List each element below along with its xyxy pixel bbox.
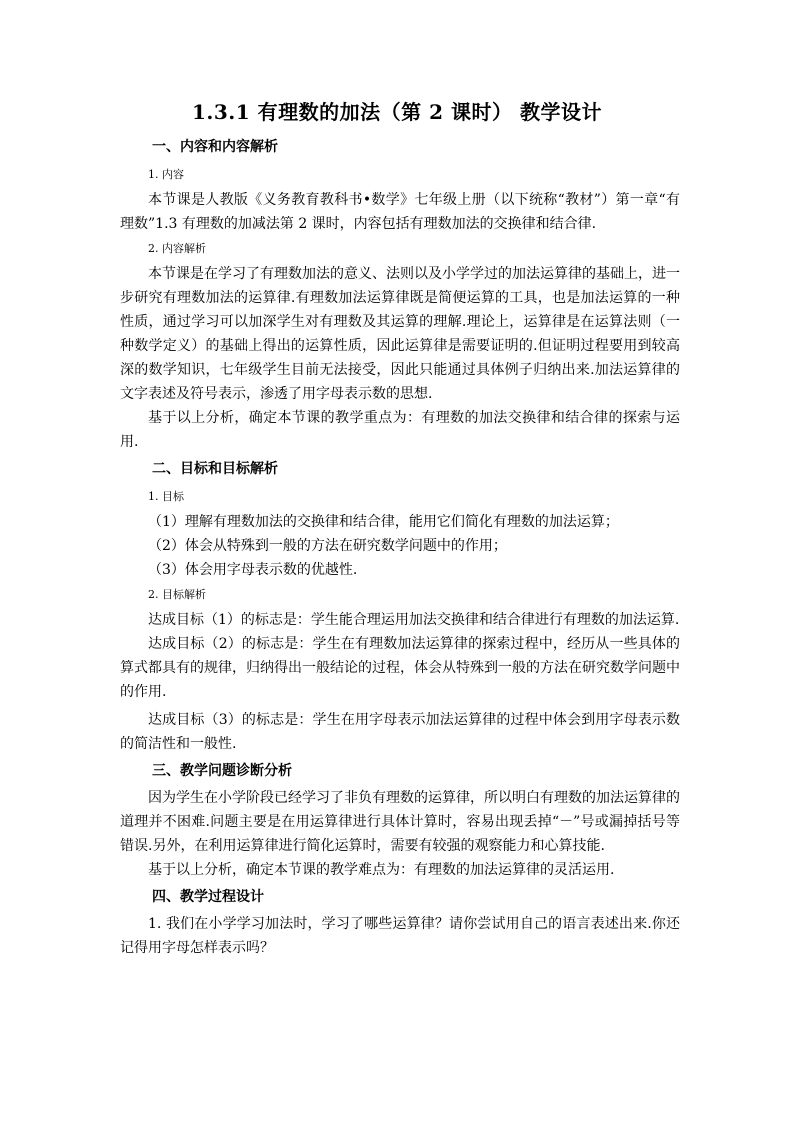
- section-heading-content: 一、内容和内容解析: [152, 139, 278, 155]
- paragraph-teaching-difficulty: 基于以上分析，确定本节课的教学难点为：有理数的加法运算律的灵活运用.: [148, 862, 615, 878]
- goal-item-1: （1）理解有理数加法的交换律和结合律，能用它们简化有理数的加法运算；: [148, 514, 619, 530]
- paragraph-content: 本节课是人教版《义务教育教科书•数学》七年级上册（以下统称“教材”）第一章“有理数”1.3 有理数的加减法第 2 课时，内容包括有理数加法的交换律和结合律.: [120, 192, 680, 232]
- subheading-content: 1. 内容: [148, 168, 184, 181]
- paragraph-diagnosis: 因为学生在小学阶段已经学习了非负有理数的运算律，所以明白有理数的加法运算律的道理并不困难.问题主要是在用运算律进行具体计算时，容易出现丢掉“－”号或漏掉括号等错误.另外，在利用运算律进行简化运算时，需要有较强的观察能力和心算技能.: [120, 790, 680, 854]
- goal-item-2: （2）体会从特殊到一般的方法在研究数学问题中的作用；: [148, 538, 507, 554]
- document-title: 1.3.1 有理数的加法（第 2 课时） 教学设计: [192, 100, 602, 124]
- paragraph-content-analysis: 本节课是在学习了有理数加法的意义、法则以及小学学过的加法运算律的基础上，进一步研究有理数加法的运算律.有理数加法运算律既是简便运算的工具，也是加法运算的一种性质，通过学习可以加深学生对有理数及其运算的理解.理论上，运算律是在运算法则（一种数学定义）的基础上得出的运算性质，因此运算律是需要证明的.但证明过程要用到较高深的数学知识，七年级学生目前无法接受，因此只能通过具体例子归纳出来.加法运算律的文字表述及符号表示，渗透了用字母表示数的思想.: [120, 266, 680, 402]
- goal-analysis-2: 达成目标（2）的标志是：学生在有理数加法运算律的探索过程中，经历从一些具体的算式都具有的规律，归纳得出一般结论的过程，体会从特殊到一般的方法在研究数学问题中的作用.: [120, 636, 680, 700]
- section-heading-diagnosis: 三、教学问题诊断分析: [152, 763, 292, 779]
- goal-analysis-1: 达成目标（1）的标志是：学生能合理运用加法交换律和结合律进行有理数的加法运算.: [148, 612, 680, 628]
- paragraph-process-1: 1. 我们在小学学习加法时，学习了哪些运算律？请你尝试用自己的语言表述出来.你还记得用字母怎样表示吗？: [120, 916, 680, 956]
- document-body: [120, 132, 680, 960]
- section-heading-process: 四、教学过程设计: [152, 889, 264, 905]
- goal-item-3: （3）体会用字母表示数的优越性.: [148, 562, 358, 578]
- goal-analysis-3: 达成目标（3）的标志是：学生在用字母表示加法运算律的过程中体会到用字母表示数的简洁性和一般性.: [120, 712, 680, 752]
- paragraph-teaching-focus: 基于以上分析，确定本节课的教学重点为：有理数的加法交换律和结合律的探索与运用.: [120, 410, 680, 450]
- subheading-goals: 1. 目标: [148, 490, 184, 503]
- subheading-goal-analysis: 2. 目标解析: [148, 588, 206, 601]
- subheading-content-analysis: 2. 内容解析: [148, 242, 206, 255]
- section-heading-goals: 二、目标和目标解析: [152, 461, 278, 477]
